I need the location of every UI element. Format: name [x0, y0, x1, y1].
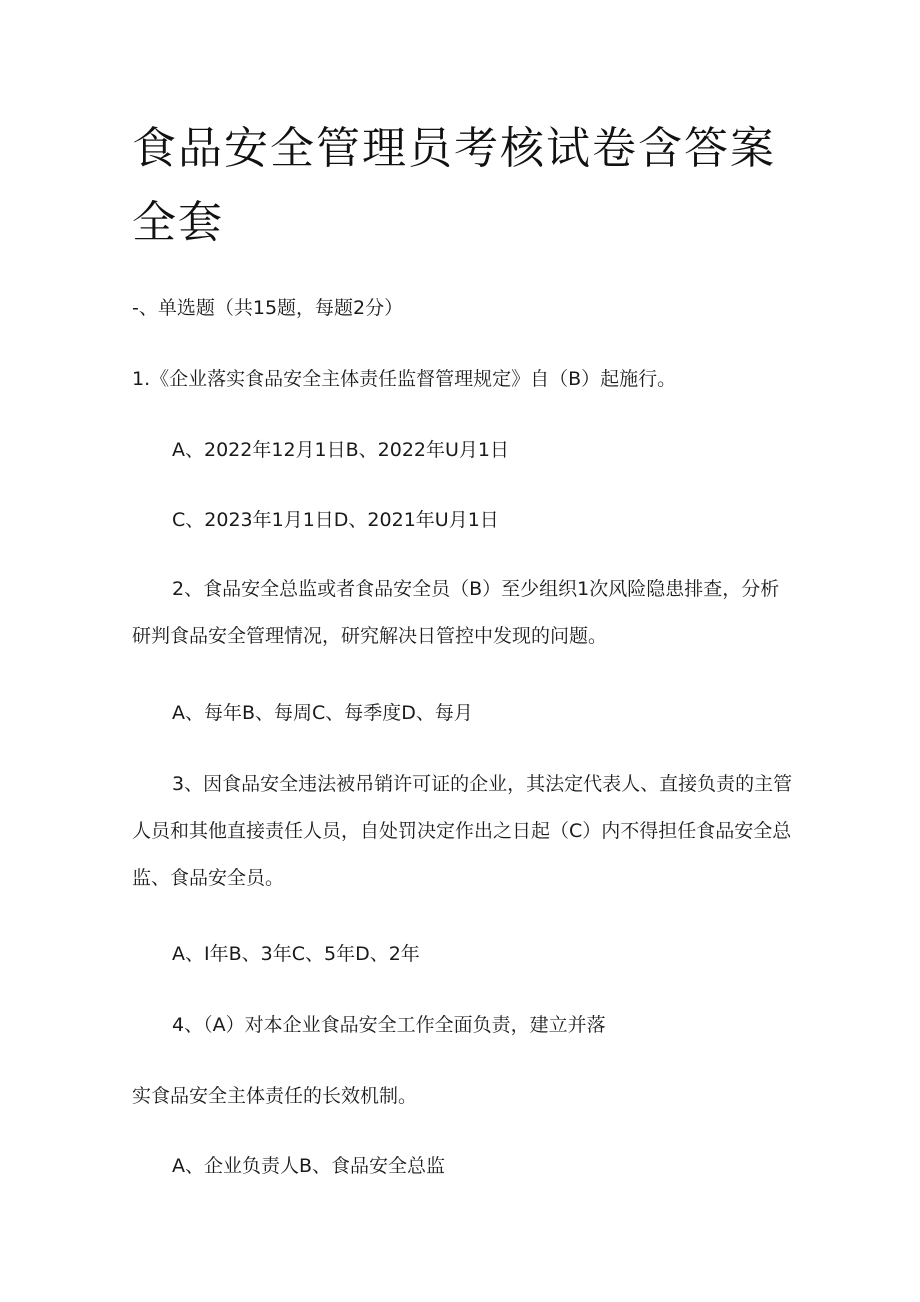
question-2-options: A、每年B、每周C、每季度D、每月	[172, 702, 473, 724]
question-3-options: A、I年B、3年C、5年D、2年	[172, 943, 420, 965]
section-heading: -、单选题（共15题，每题2分）	[132, 297, 404, 319]
question-4-text-line-2: 实食品安全主体责任的长效机制。	[132, 1085, 418, 1107]
question-4-text-line-1: 4、（A）对本企业食品安全工作全面负责，建立并落	[172, 1014, 606, 1036]
question-2-text: 2、食品安全总监或者食品安全员（B）至少组织1次风险隐患排查，分析研判食品安全管理情况，研究解决日管控中发现的问题。	[132, 578, 780, 647]
question-4-options-line-1: A、企业负责人B、食品安全总监	[172, 1155, 446, 1177]
document-title: 食品安全管理员考核试卷含答案全套	[132, 123, 776, 248]
question-1-options-line-2: C、2023年1月1日D、2021年U月1日	[172, 509, 499, 531]
question-1-text: 1.《企业落实食品安全主体责任监督管理规定》自（B）起施行。	[132, 368, 677, 390]
question-1-options-line-1: A、2022年12月1日B、2022年U月1日	[172, 439, 509, 461]
question-3-text: 3、因食品安全违法被吊销许可证的企业，其法定代表人、直接负责的主管人员和其他直接责任人员，自处罚决定作出之日起（C）内不得担任食品安全总监、食品安全员。	[132, 773, 793, 889]
